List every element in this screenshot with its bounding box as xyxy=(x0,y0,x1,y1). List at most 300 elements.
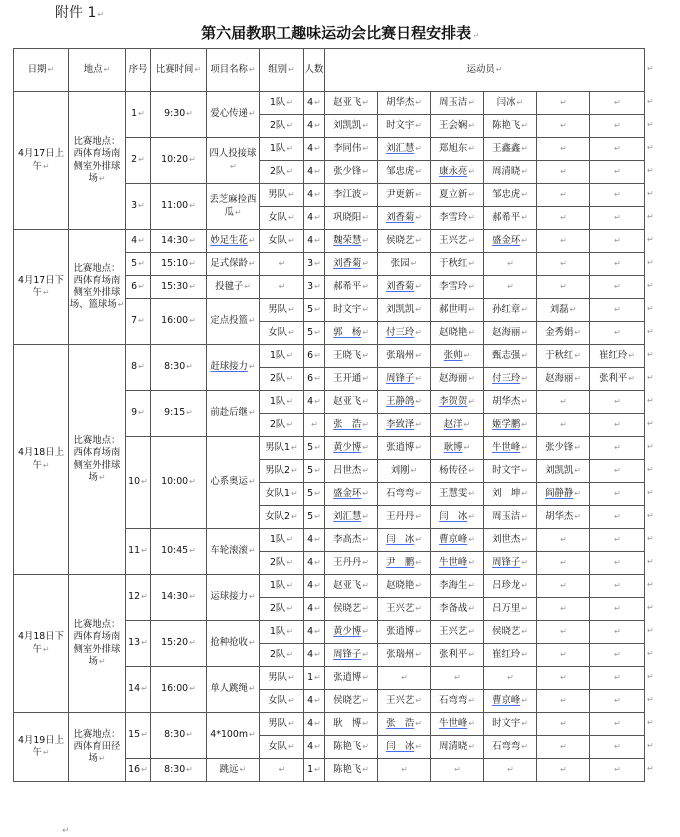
athlete-cell: 郝希平↵ xyxy=(325,276,378,299)
event-name-cell: 爱心传递↵ xyxy=(207,92,260,138)
athlete-cell: 耿博↵ xyxy=(431,437,484,460)
event-name-cell: 前赴后继↵ xyxy=(207,391,260,437)
athlete-cell: 侯晓艺↵ xyxy=(325,598,378,621)
athlete-cell: 张 浩↵ xyxy=(325,414,378,437)
athlete-cell: 侯晓艺↵ xyxy=(484,621,537,644)
athlete-cell: 周玉洁↵ xyxy=(484,506,537,529)
header-row xyxy=(14,49,645,92)
athlete-cell: ↵ xyxy=(590,529,645,552)
time-cell: 8:30↵ xyxy=(151,713,207,759)
athlete-cell: ↵ xyxy=(590,690,645,713)
athlete-cell: ↵ xyxy=(484,667,537,690)
athlete-cell: 胡华杰↵ xyxy=(537,506,590,529)
athlete-cell: ↵ xyxy=(590,253,645,276)
table-row xyxy=(14,575,645,598)
count-cell: 4↵ xyxy=(304,207,325,230)
date-cell: 4月17日下午↵ xyxy=(14,230,69,345)
count-cell: 5↵ xyxy=(304,299,325,322)
athlete-cell: ↵ xyxy=(590,644,645,667)
athlete-cell: 刘刚↵ xyxy=(378,460,431,483)
group-cell: 男队↵ xyxy=(260,667,304,690)
athlete-cell: ↵ xyxy=(431,759,484,782)
location-cell: 比赛地点：西体育田径场↵ xyxy=(69,713,126,782)
athlete-cell: ↵ xyxy=(590,184,645,207)
athlete-cell: 夏立新↵ xyxy=(431,184,484,207)
athlete-cell: 刘凯凯↵ xyxy=(325,115,378,138)
row-end-mark: ↵ xyxy=(647,626,654,635)
athlete-cell: ↵ xyxy=(537,759,590,782)
group-cell: 1队↵ xyxy=(260,575,304,598)
row-end-mark: ↵ xyxy=(647,373,654,382)
athlete-cell: 李致泽↵ xyxy=(378,414,431,437)
time-cell: 8:30↵ xyxy=(151,759,207,782)
athlete-cell: ↵ xyxy=(590,552,645,575)
athlete-cell: 张逍博↵ xyxy=(325,667,378,690)
athlete-cell: 王静鸽↵ xyxy=(378,391,431,414)
athlete-cell: 张瑞州↵ xyxy=(378,345,431,368)
athlete-cell: 付三玲↵ xyxy=(484,368,537,391)
seq-cell: 12↵ xyxy=(126,575,151,621)
athlete-cell: ↵ xyxy=(590,621,645,644)
group-cell: 2队↵ xyxy=(260,368,304,391)
athlete-cell: ↵ xyxy=(590,460,645,483)
athlete-cell: ↵ xyxy=(484,253,537,276)
athlete-cell: 张逍博↵ xyxy=(378,621,431,644)
athlete-cell: 赵海丽↵ xyxy=(431,368,484,391)
athlete-cell: 赵亚飞↵ xyxy=(325,575,378,598)
date-cell: 4月18日上午↵ xyxy=(14,345,69,575)
athlete-cell: 赵晓艳↵ xyxy=(431,322,484,345)
athlete-cell: 黄少博↵ xyxy=(325,621,378,644)
athlete-cell: 于秋红↵ xyxy=(537,345,590,368)
time-cell: 8:30↵ xyxy=(151,345,207,391)
athlete-cell: 石弯弯↵ xyxy=(484,736,537,759)
count-cell: 4↵ xyxy=(304,621,325,644)
location-cell: 比赛地点：西体育场南侧室外排球场↵ xyxy=(69,92,126,230)
row-end-mark: ↵ xyxy=(647,557,654,566)
athlete-cell: ↵ xyxy=(537,138,590,161)
row-end-mark: ↵ xyxy=(647,649,654,658)
athlete-cell: ↵ xyxy=(484,276,537,299)
count-cell: 4↵ xyxy=(304,529,325,552)
location-cell: 比赛地点：西体育场南侧室外排球场、篮球场↵ xyxy=(69,230,126,345)
group-cell: ↵ xyxy=(260,253,304,276)
athlete-cell: ↵ xyxy=(378,667,431,690)
athlete-cell: 赵海丽↵ xyxy=(537,368,590,391)
athlete-cell: 于秋红↵ xyxy=(431,253,484,276)
athlete-cell: 刘世杰↵ xyxy=(484,529,537,552)
athlete-cell: 李海生↵ xyxy=(431,575,484,598)
count-cell: 4↵ xyxy=(304,644,325,667)
time-cell: 16:00↵ xyxy=(151,299,207,345)
athlete-cell: 曹京峰↵ xyxy=(484,690,537,713)
time-cell: 15:20↵ xyxy=(151,621,207,667)
athlete-cell: ↵ xyxy=(378,759,431,782)
seq-cell: 9↵ xyxy=(126,391,151,437)
schedule-table xyxy=(13,48,645,782)
athlete-cell: 郝希平↵ xyxy=(484,207,537,230)
row-end-mark: ↵ xyxy=(647,166,654,175)
group-cell: 男队↵ xyxy=(260,184,304,207)
athlete-cell: 王兴艺↵ xyxy=(378,598,431,621)
event-name-cell: 足式保龄↵ xyxy=(207,253,260,276)
group-cell: 1队↵ xyxy=(260,529,304,552)
seq-cell: 6↵ xyxy=(126,276,151,299)
athlete-cell: 赵亚飞↵ xyxy=(325,92,378,115)
athlete-cell: 崔红玲↵ xyxy=(484,644,537,667)
athlete-cell: ↵ xyxy=(590,414,645,437)
athlete-cell: 王丹丹↵ xyxy=(378,506,431,529)
seq-cell: 7↵ xyxy=(126,299,151,345)
athlete-cell: 刘汇慧↵ xyxy=(378,138,431,161)
time-cell: 15:10↵ xyxy=(151,253,207,276)
count-cell: 4↵ xyxy=(304,736,325,759)
row-end-mark: ↵ xyxy=(647,465,654,474)
seq-cell: 2↵ xyxy=(126,138,151,184)
row-end-mark: ↵ xyxy=(647,695,654,704)
row-end-mark: ↵ xyxy=(647,764,654,773)
time-cell: 9:30↵ xyxy=(151,92,207,138)
group-cell: 2队↵ xyxy=(260,598,304,621)
count-cell: ↵ xyxy=(304,414,325,437)
row-end-mark: ↵ xyxy=(647,534,654,543)
athlete-cell: 李高杰↵ xyxy=(325,529,378,552)
athlete-cell: ↵ xyxy=(484,759,537,782)
athlete-cell: 周锋子↵ xyxy=(325,644,378,667)
event-name-cell: 投毽子↵ xyxy=(207,276,260,299)
athlete-cell: ↵ xyxy=(537,230,590,253)
group-cell: 1队↵ xyxy=(260,391,304,414)
athlete-cell: 陈艳飞↵ xyxy=(484,115,537,138)
time-cell: 11:00↵ xyxy=(151,184,207,230)
athlete-cell: ↵ xyxy=(537,644,590,667)
location-cell: 比赛地点：西体育场南侧室外排球场↵ xyxy=(69,345,126,575)
athlete-cell: ↵ xyxy=(537,713,590,736)
page-title: 第六届教职工趣味运动会比赛日程安排表↵ xyxy=(201,24,479,42)
athlete-cell: 王鑫鑫↵ xyxy=(484,138,537,161)
athlete-cell: ↵ xyxy=(537,667,590,690)
athlete-cell: 刘凯凯↵ xyxy=(378,299,431,322)
time-cell: 10:45↵ xyxy=(151,529,207,575)
athlete-cell: 时文宇↵ xyxy=(484,713,537,736)
event-name-cell: 运球接力↵ xyxy=(207,575,260,621)
athlete-cell: ↵ xyxy=(537,276,590,299)
athlete-cell: 王开通↵ xyxy=(325,368,378,391)
athlete-cell: ↵ xyxy=(537,736,590,759)
athlete-cell: 孙红章↵ xyxy=(484,299,537,322)
athlete-cell: 赵晓艳↵ xyxy=(378,575,431,598)
athlete-cell: 周清晓↵ xyxy=(484,161,537,184)
group-cell: 女队↵ xyxy=(260,207,304,230)
athlete-cell: 刘凯凯↵ xyxy=(537,460,590,483)
header-athletes: 运动员↵ xyxy=(325,49,645,92)
group-cell: 女队1↵ xyxy=(260,483,304,506)
athlete-cell: ↵ xyxy=(537,575,590,598)
row-end-mark: ↵ xyxy=(647,120,654,129)
athlete-cell: ↵ xyxy=(590,230,645,253)
athlete-cell: ↵ xyxy=(590,276,645,299)
event-name-cell: 4*100m↵ xyxy=(207,713,260,759)
athlete-cell: 张逍博↵ xyxy=(378,437,431,460)
group-cell: 1队↵ xyxy=(260,92,304,115)
athlete-cell: ↵ xyxy=(590,575,645,598)
athlete-cell: ↵ xyxy=(537,598,590,621)
athlete-cell: 李雪玲↵ xyxy=(431,207,484,230)
athlete-cell: 阎静静↵ xyxy=(537,483,590,506)
row-end-mark: ↵ xyxy=(647,304,654,313)
group-cell: 2队↵ xyxy=(260,414,304,437)
athlete-cell: ↵ xyxy=(537,115,590,138)
row-end-mark: ↵ xyxy=(647,143,654,152)
count-cell: 4↵ xyxy=(304,230,325,253)
group-cell: 男队↵ xyxy=(260,299,304,322)
athlete-cell: 李江波↵ xyxy=(325,184,378,207)
athlete-cell: 曹京峰↵ xyxy=(431,529,484,552)
group-cell: 2队↵ xyxy=(260,161,304,184)
row-end-mark: ↵ xyxy=(647,64,654,73)
group-cell: 1队↵ xyxy=(260,345,304,368)
group-cell: 男队2↵ xyxy=(260,460,304,483)
athlete-cell: 时文宇↵ xyxy=(325,299,378,322)
row-end-mark: ↵ xyxy=(647,281,654,290)
athlete-cell: 周锋子↵ xyxy=(378,368,431,391)
group-cell: 女队2↵ xyxy=(260,506,304,529)
athlete-cell: 盛金环↵ xyxy=(484,230,537,253)
athlete-cell: 时文宇↵ xyxy=(378,115,431,138)
time-cell: 10:20↵ xyxy=(151,138,207,184)
athlete-cell: 赵洋↵ xyxy=(431,414,484,437)
event-name-cell: 单人跳绳↵ xyxy=(207,667,260,713)
date-cell: 4月17日上午↵ xyxy=(14,92,69,230)
athlete-cell: ↵ xyxy=(590,713,645,736)
count-cell: 4↵ xyxy=(304,161,325,184)
athlete-cell: 王晓飞↵ xyxy=(325,345,378,368)
time-cell: 10:00↵ xyxy=(151,437,207,529)
group-cell: 女队↵ xyxy=(260,230,304,253)
athlete-cell: 刘汇慧↵ xyxy=(325,506,378,529)
row-end-mark: ↵ xyxy=(647,258,654,267)
athlete-cell: 王慧雯↵ xyxy=(431,483,484,506)
row-end-mark: ↵ xyxy=(647,327,654,336)
athlete-cell: 姬学鹏↵ xyxy=(484,414,537,437)
athlete-cell: ↵ xyxy=(590,483,645,506)
row-end-mark: ↵ xyxy=(647,419,654,428)
athlete-cell: 黄少博↵ xyxy=(325,437,378,460)
event-name-cell: 妙足生花↵ xyxy=(207,230,260,253)
athlete-cell: 尹 鹏↵ xyxy=(378,552,431,575)
athlete-cell: ↵ xyxy=(590,207,645,230)
count-cell: 3↵ xyxy=(304,253,325,276)
athlete-cell: 付三玲↵ xyxy=(378,322,431,345)
athlete-cell: ↵ xyxy=(590,161,645,184)
athlete-cell: 张 浩↵ xyxy=(378,713,431,736)
header-event: 项目名称↵ xyxy=(207,49,260,92)
athlete-cell: 周清晓↵ xyxy=(431,736,484,759)
seq-cell: 15↵ xyxy=(126,713,151,759)
athlete-cell: 牛世峰↵ xyxy=(484,437,537,460)
group-cell: 1队↵ xyxy=(260,138,304,161)
athlete-cell: 石弯弯↵ xyxy=(378,483,431,506)
athlete-cell: 郭 杨↵ xyxy=(325,322,378,345)
table-row xyxy=(14,345,645,368)
header-time: 比赛时间↵ xyxy=(151,49,207,92)
table-row xyxy=(14,230,645,253)
athlete-cell: 张利平↵ xyxy=(431,644,484,667)
athlete-cell: 王兴艺↵ xyxy=(378,690,431,713)
paragraph-mark: ↵ xyxy=(62,826,70,836)
athlete-cell: 牛世峰↵ xyxy=(431,713,484,736)
count-cell: 5↵ xyxy=(304,437,325,460)
athlete-cell: 李雪玲↵ xyxy=(431,276,484,299)
table-row xyxy=(14,92,645,115)
athlete-cell: 王会娴↵ xyxy=(431,115,484,138)
group-cell: 男队↵ xyxy=(260,713,304,736)
event-name-cell: 赶球接力↵ xyxy=(207,345,260,391)
row-end-mark: ↵ xyxy=(647,488,654,497)
athlete-cell: 巩晓阳↵ xyxy=(325,207,378,230)
athlete-cell: ↵ xyxy=(537,529,590,552)
athlete-cell: 陈艳飞↵ xyxy=(325,759,378,782)
group-cell: 2队↵ xyxy=(260,552,304,575)
athlete-cell: 牛世峰↵ xyxy=(431,552,484,575)
group-cell: 1队↵ xyxy=(260,621,304,644)
athlete-cell: 闫 冰↵ xyxy=(378,736,431,759)
time-cell: 16:00↵ xyxy=(151,667,207,713)
time-cell: 14:30↵ xyxy=(151,230,207,253)
athlete-cell: ↵ xyxy=(537,552,590,575)
group-cell: 女队↵ xyxy=(260,690,304,713)
group-cell: 男队1↵ xyxy=(260,437,304,460)
count-cell: 5↵ xyxy=(304,322,325,345)
athlete-cell: 李贺贺↵ xyxy=(431,391,484,414)
seq-cell: 11↵ xyxy=(126,529,151,575)
event-name-cell: 跳远↵ xyxy=(207,759,260,782)
group-cell: ↵ xyxy=(260,759,304,782)
athlete-cell: 崔红玲↵ xyxy=(590,345,645,368)
athlete-cell: 康永亮↵ xyxy=(431,161,484,184)
athlete-cell: 张帅↵ xyxy=(431,345,484,368)
athlete-cell: 尹更新↵ xyxy=(378,184,431,207)
count-cell: 4↵ xyxy=(304,552,325,575)
athlete-cell: 杨传径↵ xyxy=(431,460,484,483)
location-cell: 比赛地点：西体育场南侧室外排球场↵ xyxy=(69,575,126,713)
count-cell: 5↵ xyxy=(304,483,325,506)
athlete-cell: 刘 坤↵ xyxy=(484,483,537,506)
athlete-cell: 王丹丹↵ xyxy=(325,552,378,575)
athlete-cell: ↵ xyxy=(590,322,645,345)
row-end-mark: ↵ xyxy=(647,235,654,244)
count-cell: 4↵ xyxy=(304,115,325,138)
row-end-mark: ↵ xyxy=(647,580,654,589)
count-cell: 1↵ xyxy=(304,667,325,690)
athlete-cell: ↵ xyxy=(537,690,590,713)
athlete-cell: ↵ xyxy=(537,207,590,230)
athlete-cell: 邹忠虎↵ xyxy=(378,161,431,184)
athlete-cell: 甄志强↵ xyxy=(484,345,537,368)
event-name-cell: 车轮滚滚↵ xyxy=(207,529,260,575)
athlete-cell: 吕珍龙↵ xyxy=(484,575,537,598)
athlete-cell: 邹忠虎↵ xyxy=(484,184,537,207)
athlete-cell: 郑旭东↵ xyxy=(431,138,484,161)
count-cell: 4↵ xyxy=(304,391,325,414)
athlete-cell: 刘香菊↵ xyxy=(325,253,378,276)
date-cell: 4月19日上午↵ xyxy=(14,713,69,782)
athlete-cell: 吕世杰↵ xyxy=(325,460,378,483)
header-date: 日期↵ xyxy=(14,49,69,92)
athlete-cell: ↵ xyxy=(537,253,590,276)
athlete-cell: ↵ xyxy=(537,391,590,414)
count-cell: 5↵ xyxy=(304,506,325,529)
athlete-cell: ↵ xyxy=(590,437,645,460)
athlete-cell: 金秀娟↵ xyxy=(537,322,590,345)
row-end-mark: ↵ xyxy=(647,97,654,106)
athlete-cell: 张园↵ xyxy=(378,253,431,276)
athlete-cell: 石弯弯↵ xyxy=(431,690,484,713)
event-name-cell: 心系奥运↵ xyxy=(207,437,260,529)
athlete-cell: 胡华杰↵ xyxy=(484,391,537,414)
event-name-cell: 四人投接球↵ xyxy=(207,138,260,184)
group-cell: 女队↵ xyxy=(260,322,304,345)
count-cell: 1↵ xyxy=(304,759,325,782)
seq-cell: 10↵ xyxy=(126,437,151,529)
athlete-cell: ↵ xyxy=(590,736,645,759)
count-cell: 4↵ xyxy=(304,598,325,621)
table-row xyxy=(14,713,645,736)
row-end-mark: ↵ xyxy=(647,741,654,750)
seq-cell: 8↵ xyxy=(126,345,151,391)
group-cell: ↵ xyxy=(260,276,304,299)
athlete-cell: 张少锋↵ xyxy=(325,161,378,184)
event-name-cell: 丢芝麻捡西瓜↵ xyxy=(207,184,260,230)
row-end-mark: ↵ xyxy=(647,511,654,520)
header-location: 地点↵ xyxy=(69,49,126,92)
count-cell: 6↵ xyxy=(304,368,325,391)
row-end-mark: ↵ xyxy=(647,396,654,405)
count-cell: 4↵ xyxy=(304,138,325,161)
athlete-cell: 张利平↵ xyxy=(590,368,645,391)
row-end-mark: ↵ xyxy=(647,350,654,359)
athlete-cell: ↵ xyxy=(537,414,590,437)
athlete-cell: ↵ xyxy=(590,391,645,414)
athlete-cell: 胡华杰↵ xyxy=(378,92,431,115)
athlete-cell: 盛金环↵ xyxy=(325,483,378,506)
athlete-cell: 李同伟↵ xyxy=(325,138,378,161)
time-cell: 14:30↵ xyxy=(151,575,207,621)
time-cell: 15:30↵ xyxy=(151,276,207,299)
athlete-cell: ↵ xyxy=(537,92,590,115)
row-end-mark: ↵ xyxy=(647,212,654,221)
athlete-cell: 张瑞州↵ xyxy=(378,644,431,667)
athlete-cell: 魏荣慧↵ xyxy=(325,230,378,253)
count-cell: 3↵ xyxy=(304,276,325,299)
attachment-label: 附件 1↵ xyxy=(55,5,105,21)
event-name-cell: 定点投篮↵ xyxy=(207,299,260,345)
athlete-cell: 陈艳飞↵ xyxy=(325,736,378,759)
event-name-cell: 抢种抢收↵ xyxy=(207,621,260,667)
athlete-cell: ↵ xyxy=(537,184,590,207)
athlete-cell: ↵ xyxy=(590,92,645,115)
athlete-cell: 闫 冰↵ xyxy=(431,506,484,529)
count-cell: 6↵ xyxy=(304,345,325,368)
athlete-cell: ↵ xyxy=(590,759,645,782)
count-cell: 5↵ xyxy=(304,460,325,483)
header-seq: 序号 xyxy=(126,49,151,92)
count-cell: 4↵ xyxy=(304,184,325,207)
row-end-mark: ↵ xyxy=(647,189,654,198)
row-end-mark: ↵ xyxy=(647,603,654,612)
count-cell: 4↵ xyxy=(304,92,325,115)
seq-cell: 1↵ xyxy=(126,92,151,138)
